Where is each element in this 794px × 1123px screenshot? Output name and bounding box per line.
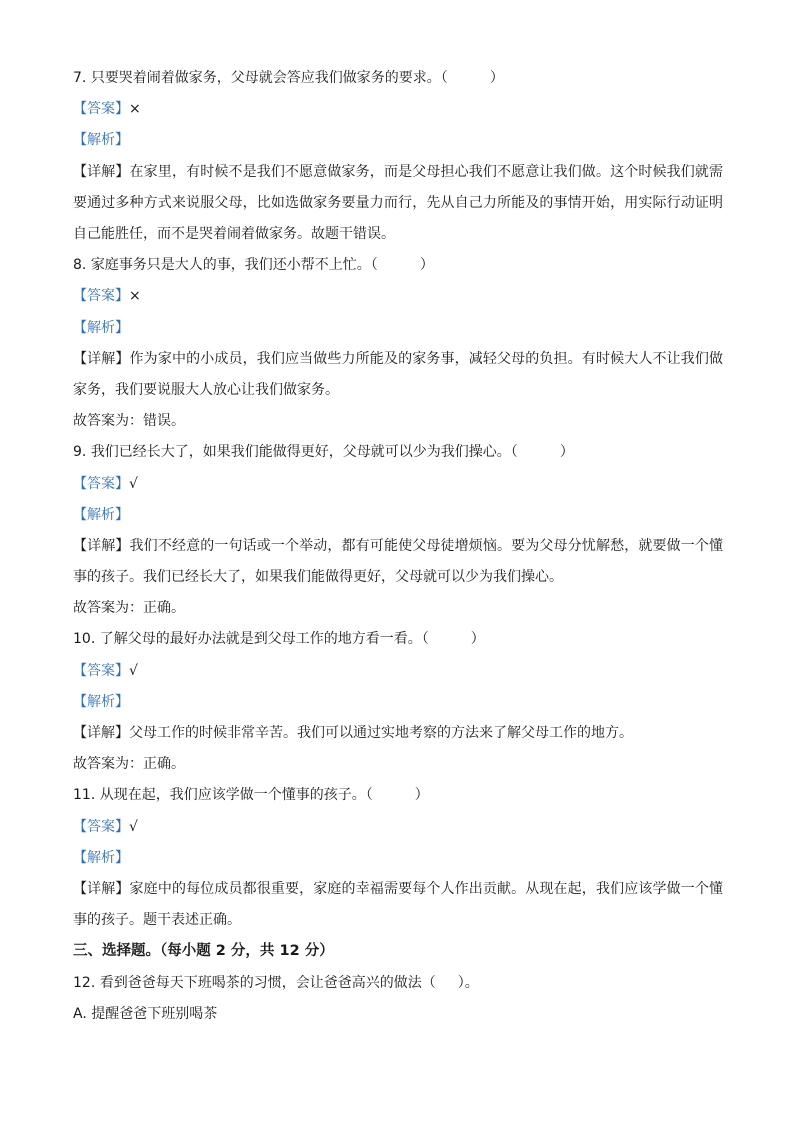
question-10: 10. 了解父母的最好办法就是到父母工作的地方看一看。（ ）: [73, 631, 485, 648]
conclusion-10: 故答案为：正确。: [73, 756, 185, 773]
answer-mark: √: [129, 475, 138, 492]
detail-11: [73, 874, 723, 936]
detail-text: 家庭中的每位成员都很重要，家庭的幸福需要每个人作出贡献。从现在起，我们应该学做一个懂事的孩子。题干表述正确。: [73, 881, 724, 929]
question-number: 7.: [73, 70, 87, 86]
detail-text: 我们不经意的一句话或一个举动，都有可能使父母徒增烦恼。要为父母分忧解愁，就要做一个懂事的孩子。我们已经长大了，如果我们能做得更好，父母就可以少为我们操心。: [73, 537, 724, 586]
answer-tag: 【答案】: [73, 662, 129, 679]
question-text: 看到爸爸每天下班喝茶的习惯，会让爸爸高兴的做法（: [99, 974, 436, 991]
answer-mark: ×: [129, 101, 141, 118]
question-number: 9.: [73, 444, 87, 461]
question-7: 7. 只要哭着闹着做家务，父母就会答应我们做家务的要求。（ ）: [73, 70, 504, 86]
detail-tag: 【详解】: [73, 881, 130, 897]
analysis-line-10: [73, 687, 723, 718]
question-text: 从现在起，我们应该学做一个懂事的孩子。（: [99, 787, 373, 804]
detail-tag: 【详解】: [73, 725, 129, 742]
answer-mark: √: [129, 662, 138, 679]
analysis-line-9: [73, 500, 723, 531]
analysis-line-8: [73, 313, 723, 344]
answer-line-11: [73, 812, 723, 843]
detail-tag: 【详解】: [73, 163, 130, 180]
detail-9: [73, 531, 723, 593]
analysis-tag: 【解析】: [73, 849, 129, 866]
detail-10: [73, 718, 723, 749]
answer-line-8: [73, 281, 723, 312]
analysis-tag: 【解析】: [73, 319, 129, 336]
answer-tag: 【答案】: [73, 101, 129, 118]
answer-line-9: [73, 469, 723, 500]
question-text: 了解父母的最好办法就是到父母工作的地方看一看。（: [99, 631, 429, 648]
answer-tag: 【答案】: [73, 288, 129, 305]
question-8: 8. 家庭事务只是大人的事，我们还小帮不上忙。（ ）: [73, 257, 434, 274]
question-number: 12.: [73, 974, 96, 991]
question-number: 10.: [73, 631, 96, 648]
detail-tag: 【详解】: [73, 350, 130, 367]
answer-line-10: [73, 656, 723, 687]
conclusion-9: 故答案为：正确。: [73, 600, 185, 617]
analysis-line-11: [73, 843, 723, 874]
question-text: 只要哭着闹着做家务，父母就会答应我们做家务的要求。（: [90, 70, 448, 86]
answer-mark: √: [129, 818, 138, 835]
section-title: 三、选择题。（每小题 2 分，共 12 分）: [73, 943, 334, 960]
detail-8: [73, 344, 723, 406]
option-a: A. 提醒爸爸下班别喝茶: [73, 1005, 218, 1022]
analysis-line-7: [73, 125, 723, 156]
detail-tag: 【详解】: [73, 537, 130, 554]
question-12: 12. 看到爸爸每天下班喝茶的习惯，会让爸爸高兴的做法（ ）。: [73, 974, 479, 991]
analysis-tag: 【解析】: [73, 506, 129, 523]
document-page: [73, 63, 723, 1030]
question-number: 8.: [73, 257, 87, 274]
question-number: 11.: [73, 787, 96, 804]
detail-text: 作为家中的小成员，我们应当做些力所能及的家务事，减轻父母的负担。有时候大人不让我们做家务，我们要说服大人放心让我们做家务。: [73, 350, 724, 398]
answer-tag: 【答案】: [73, 818, 129, 835]
analysis-tag: 【解析】: [73, 693, 129, 710]
question-11: 11. 从现在起，我们应该学做一个懂事的孩子。（ ）: [73, 787, 429, 804]
answer-tag: 【答案】: [73, 475, 129, 492]
answer-mark: ×: [129, 288, 141, 305]
detail-text: 父母工作的时候非常辛苦。我们可以通过实地考察的方法来了解父母工作的地方。: [129, 725, 633, 742]
analysis-tag: 【解析】: [73, 132, 129, 149]
question-9: 9. 我们已经长大了，如果我们能做得更好，父母就可以少为我们操心。（ ）: [73, 444, 574, 461]
answer-line-7: [73, 94, 723, 125]
detail-text: 在家里，有时候不是我们不愿意做家务，而是父母担心我们不愿意让我们做。这个时候我们就需要通过多种方式来说服父母，比如选做家务要量力而行，先从自己力所能及的事情开始，用实际行动证明自己能胜任，而不是哭着闹着做家务。故题干错误。: [73, 163, 724, 242]
conclusion-8: 故答案为：错误。: [73, 413, 185, 430]
question-text: 我们已经长大了，如果我们能做得更好，父母就可以少为我们操心。（: [90, 444, 518, 461]
detail-7: [73, 157, 723, 251]
question-text: 家庭事务只是大人的事，我们还小帮不上忙。（: [90, 257, 378, 274]
